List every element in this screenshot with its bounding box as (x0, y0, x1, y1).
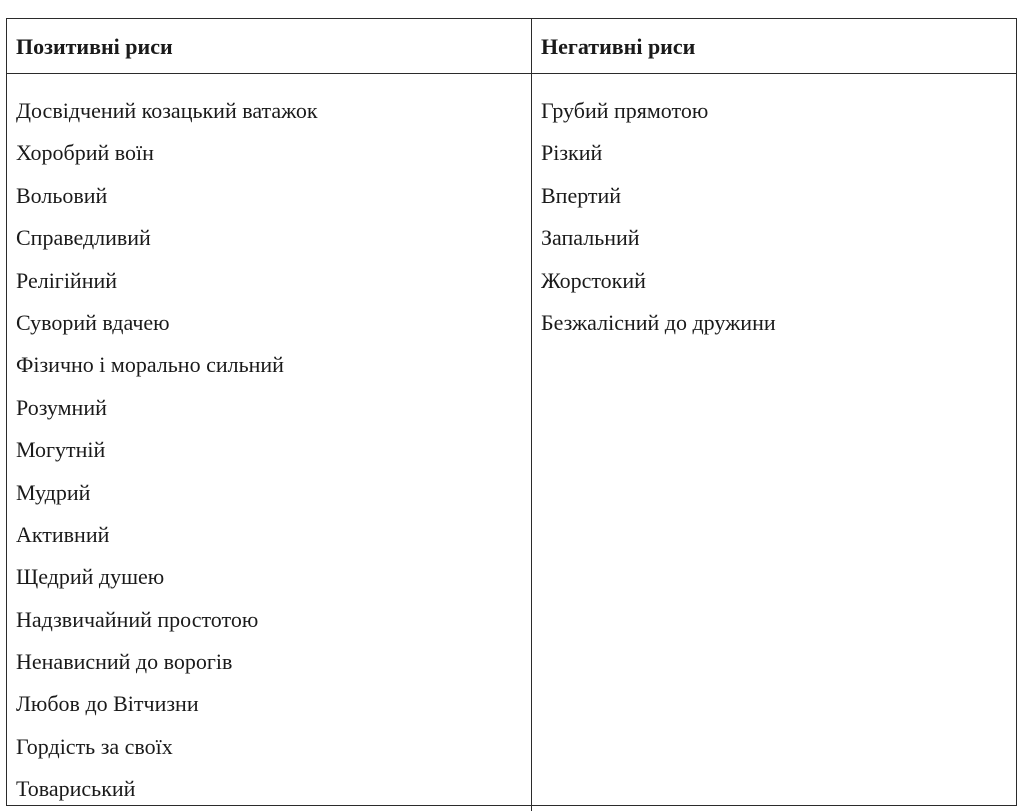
traits-table (6, 18, 1017, 806)
positive-trait: Справедливий (16, 225, 151, 251)
positive-trait: Суворий вдачею (16, 309, 170, 335)
positive-traits-list (16, 90, 531, 811)
positive-trait: Гордість за своїх (16, 733, 173, 759)
positive-trait: Релігійний (16, 267, 118, 293)
negative-traits-list (541, 90, 1016, 344)
positive-trait: Могутній (16, 437, 106, 463)
negative-trait: Грубий прямотою (541, 98, 709, 123)
positive-trait: Активний (16, 521, 110, 547)
positive-trait: Надзвичайний простотою (16, 606, 259, 632)
negative-trait: Різкий (541, 140, 603, 166)
positive-trait: Хоробрий воїн (16, 140, 154, 166)
negative-trait: Запальний (541, 225, 640, 251)
positive-trait: Розумний (16, 394, 107, 420)
positive-trait: Досвідчений козацький ватажок (16, 98, 318, 123)
positive-trait: Любов до Вітчизни (16, 691, 199, 717)
negative-trait: Безжалісний до дружини (541, 309, 776, 335)
negative-traits-header: Негативні риси (532, 19, 1016, 74)
negative-trait: Впертий (541, 182, 622, 208)
positive-trait: Ненависний до ворогів (16, 649, 233, 675)
positive-trait: Вольовий (16, 182, 108, 208)
positive-traits-header: Позитивні риси (7, 19, 532, 74)
positive-trait: Товариський (16, 776, 136, 802)
positive-trait: Щедрий душею (16, 564, 165, 590)
negative-traits-cell (532, 74, 1016, 811)
positive-trait: Фізично і морально сильний (16, 352, 284, 378)
positive-traits-cell (7, 74, 532, 811)
positive-trait: Мудрий (16, 479, 91, 505)
negative-trait: Жорстокий (541, 267, 646, 293)
